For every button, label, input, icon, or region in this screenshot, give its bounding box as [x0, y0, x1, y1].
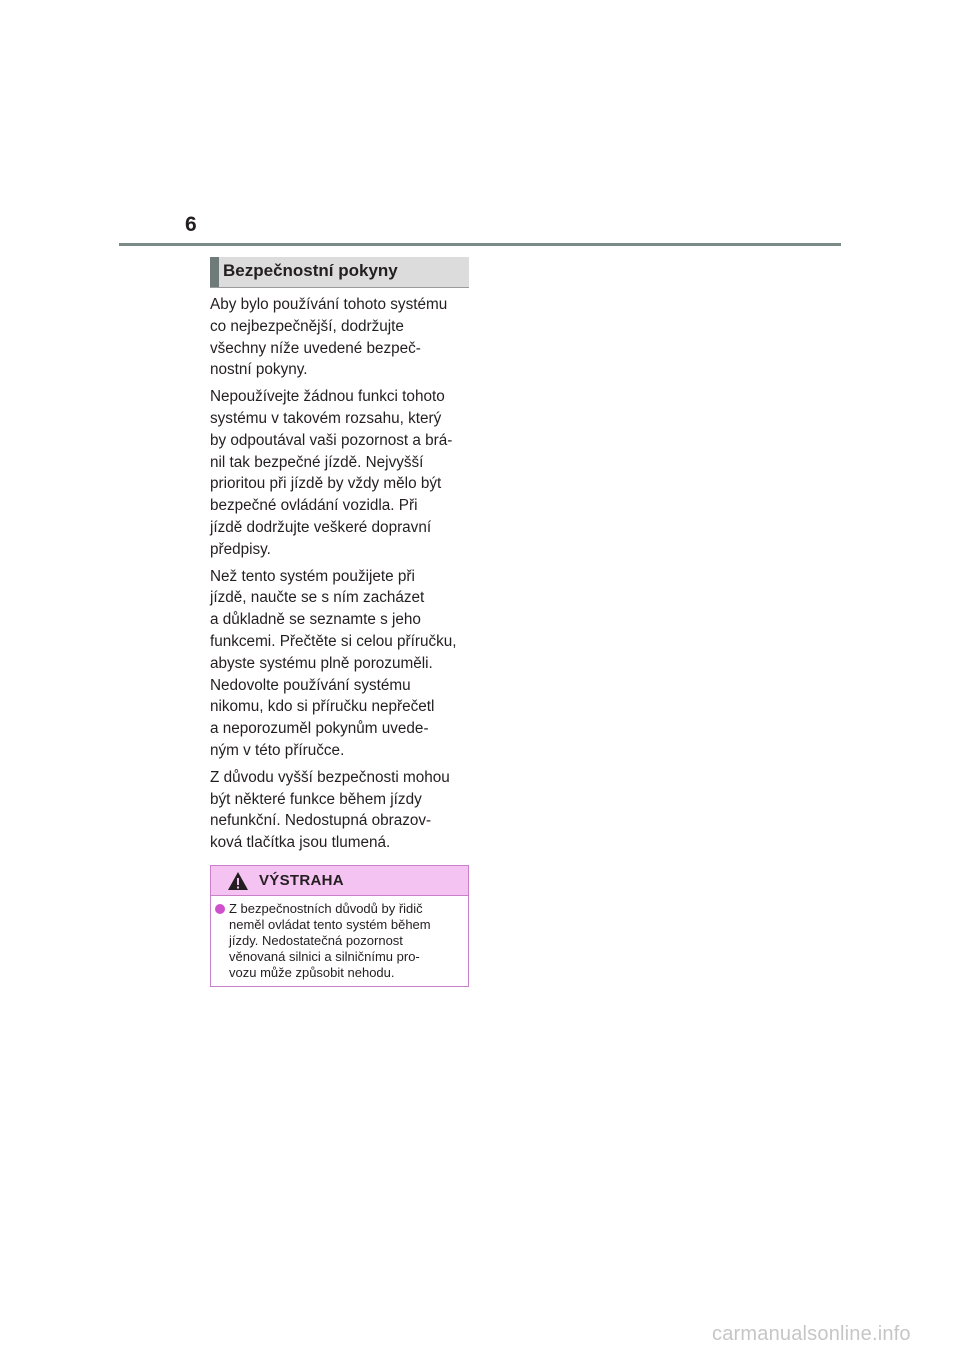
text-line: nostní pokyny.	[210, 361, 308, 379]
text-line: nikomu, kdo si příručku nepřečetl	[210, 698, 435, 716]
text-line: ková tlačítka jsou tlumená.	[210, 834, 391, 852]
text-line: ným v této příručce.	[210, 741, 345, 759]
text-line: Nedovolte používání systému	[210, 676, 411, 694]
warning-body	[211, 896, 468, 981]
text-line: předpisy.	[210, 540, 271, 558]
text-line: systému v takovém rozsahu, který	[210, 409, 442, 427]
paragraph	[210, 767, 472, 854]
warning-triangle-icon	[227, 871, 249, 891]
text-line: Z důvodu vyšší bezpečnosti mohou	[210, 768, 450, 786]
warning-box	[210, 865, 469, 987]
paragraph	[210, 386, 472, 560]
text-line: bezpečné ovládání vozidla. Při	[210, 497, 418, 515]
text-line: nefunkční. Nedostupná obrazov-	[210, 812, 432, 830]
text-line: všechny níže uvedené bezpeč-	[210, 339, 421, 357]
paragraph	[210, 294, 472, 381]
text-line: být některé funkce během jízdy	[210, 790, 422, 808]
body-text	[210, 294, 472, 859]
section-heading	[210, 257, 469, 288]
text-line: Než tento systém použijete při	[210, 567, 415, 585]
warning-line: jízdy. Nedostatečná pozornost	[229, 932, 403, 948]
heading-accent-bar	[210, 257, 219, 287]
warning-line: vozu může způsobit nehodu.	[229, 964, 395, 980]
section-heading-label: Bezpečnostní pokyny	[223, 261, 398, 280]
text-line: Nepoužívejte žádnou funkci tohoto	[210, 388, 445, 406]
header-rule	[119, 243, 841, 246]
text-line: abyste systému plně porozuměli.	[210, 654, 433, 672]
bullet-icon	[215, 904, 225, 914]
text-line: by odpoutával vaši pozornost a brá-	[210, 431, 453, 449]
text-line: Aby bylo používání tohoto systému	[210, 296, 448, 313]
warning-line: věnovaná silnici a silničnímu pro-	[229, 948, 420, 964]
text-line: nil tak bezpečné jízdě. Nejvyšší	[210, 453, 424, 471]
warning-title: VÝSTRAHA	[259, 872, 344, 889]
text-line: co nejbezpečnější, dodržujte	[210, 317, 404, 335]
watermark: carmanualsonline.info	[712, 1323, 911, 1345]
warning-header	[211, 866, 468, 896]
paragraph	[210, 566, 472, 762]
text-line: jízdě dodržujte veškeré dopravní	[210, 518, 432, 536]
page-number: 6	[185, 213, 197, 236]
text-line: jízdě, naučte se s ním zacházet	[210, 589, 425, 607]
text-line: funkcemi. Přečtěte si celou příručku,	[210, 632, 457, 650]
text-line: a neporozuměl pokynům uvede-	[210, 720, 429, 738]
warning-line: neměl ovládat tento systém během	[229, 916, 431, 932]
warning-line: Z bezpečnostních důvodů by řidič	[229, 901, 423, 916]
text-line: prioritou při jízdě by vždy mělo být	[210, 475, 442, 493]
text-line: a důkladně se seznamte s jeho	[210, 611, 421, 629]
